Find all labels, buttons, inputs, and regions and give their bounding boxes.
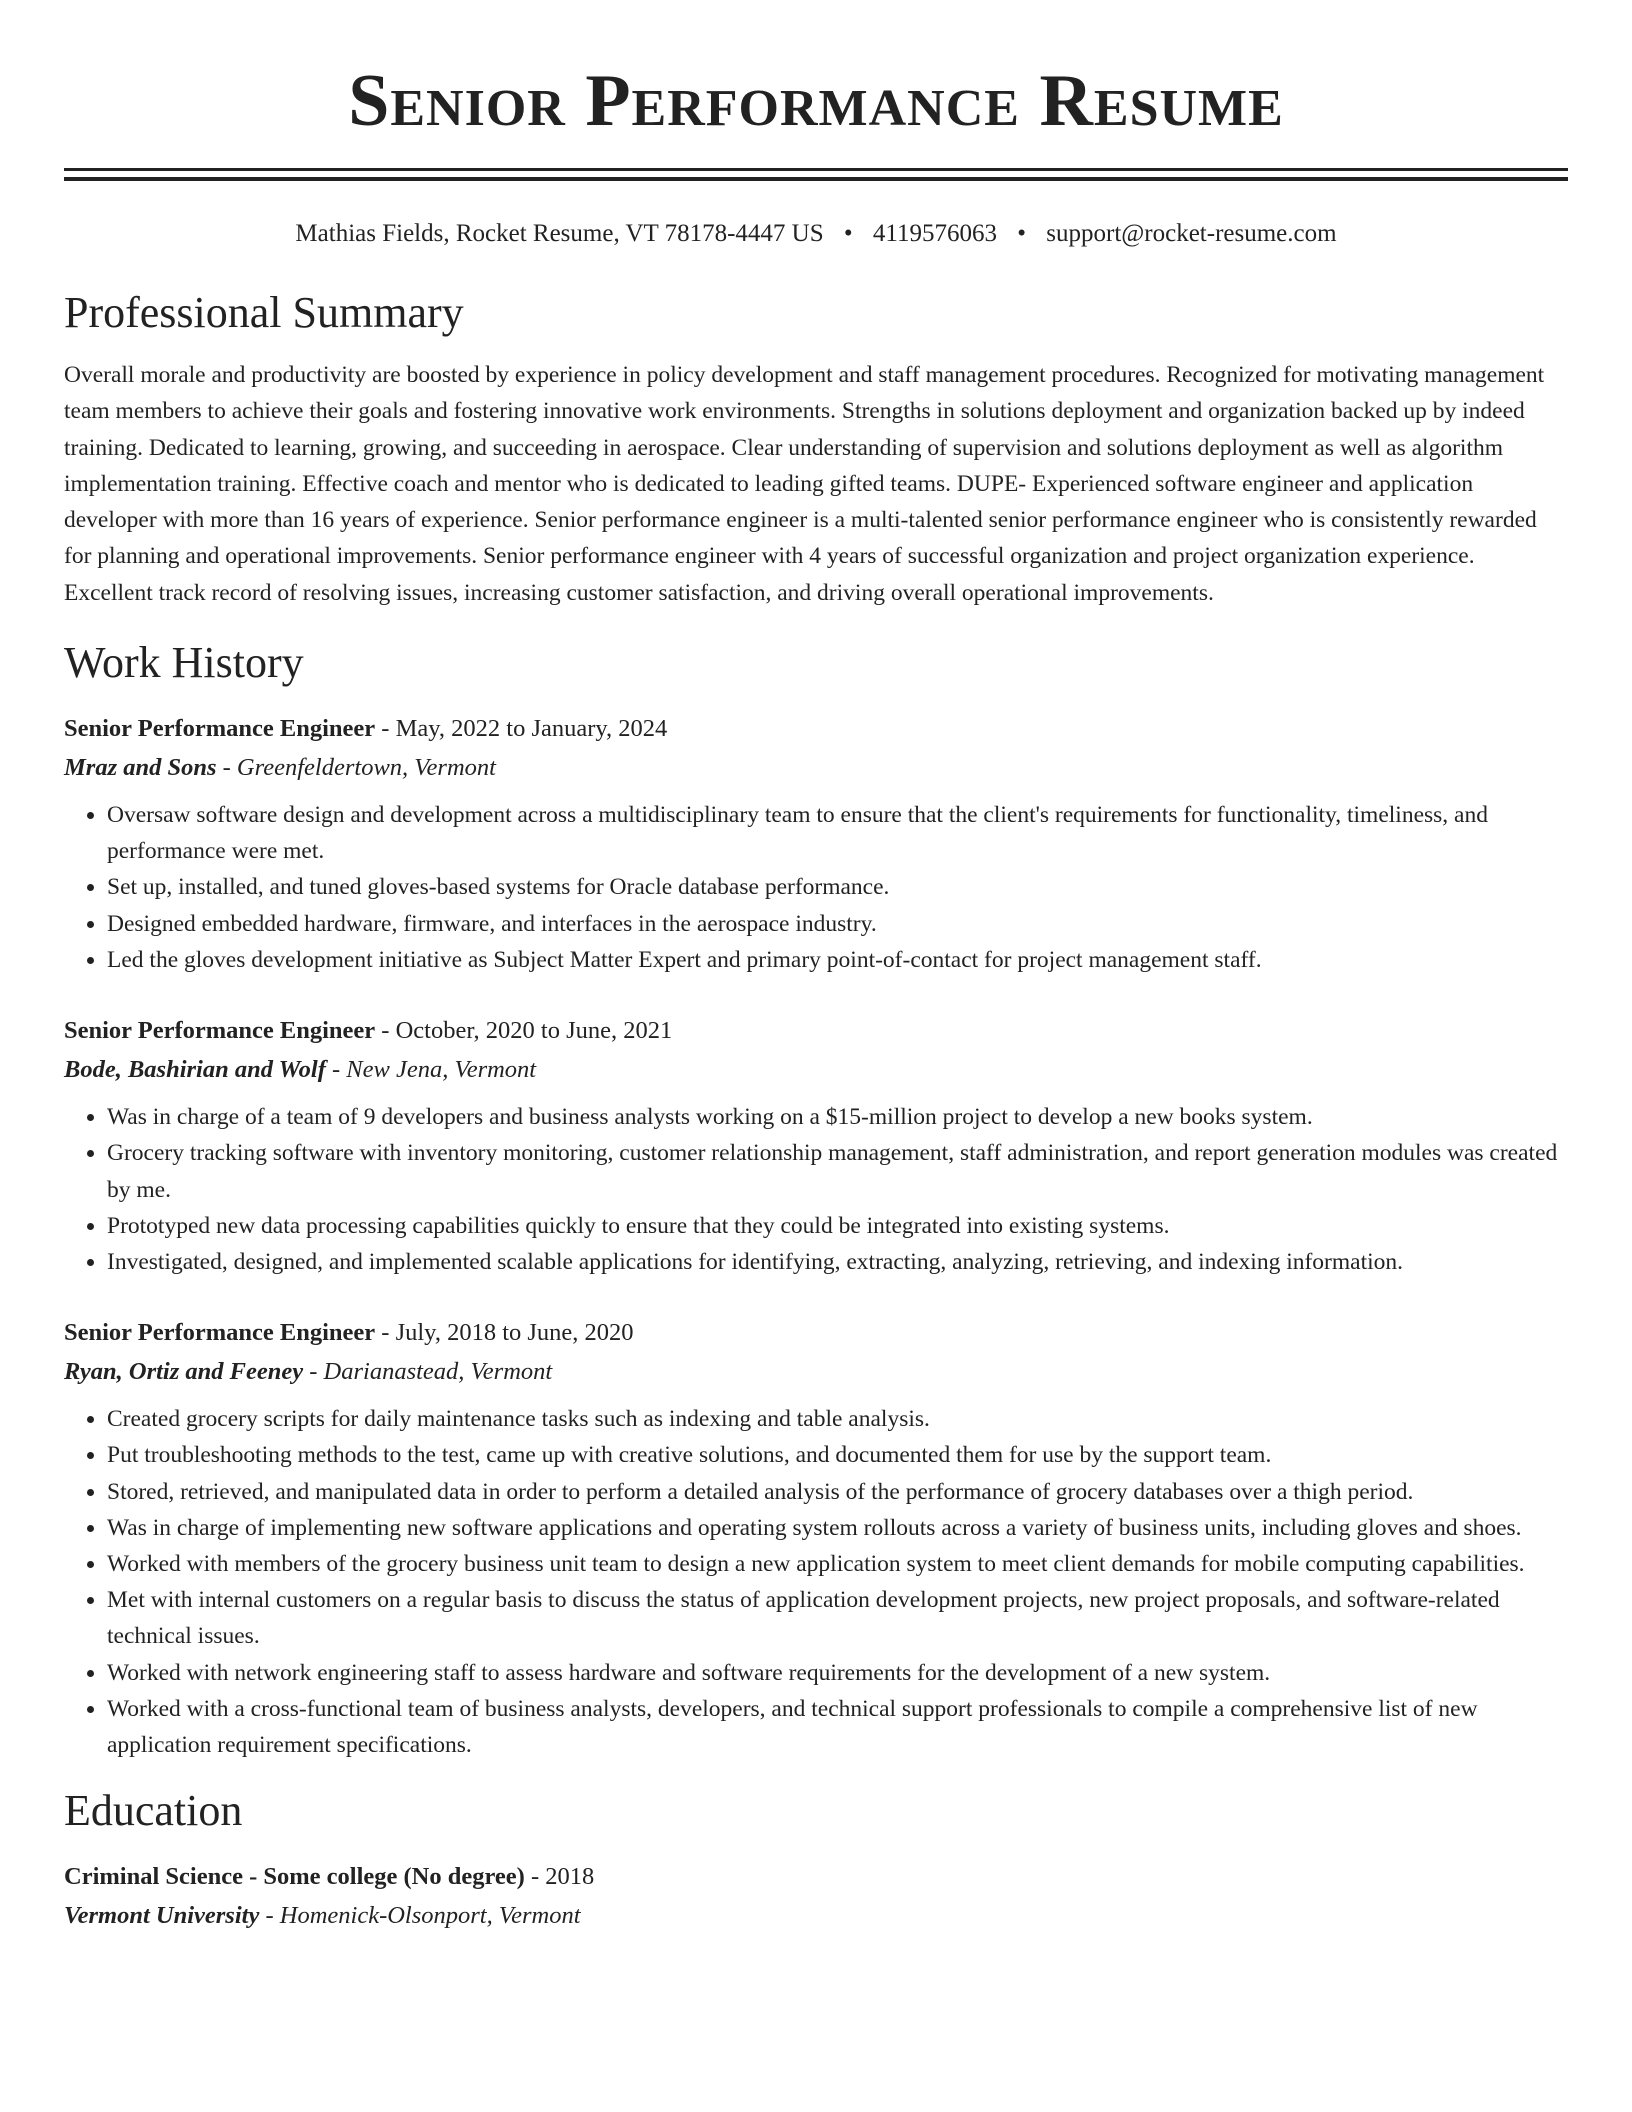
job-title-line xyxy=(64,709,1568,749)
job-location: - New Jena, Vermont xyxy=(325,1056,537,1084)
job-title: Senior Performance Engineer xyxy=(64,1017,376,1045)
title-rule-thick xyxy=(64,177,1568,181)
job-title-line xyxy=(64,1313,1568,1353)
job-company-line xyxy=(64,749,1568,787)
education-entry xyxy=(64,1857,1568,1935)
job-bullet: • Designed embedded hardware, firmware, and interfaces in the aerospace industry. xyxy=(107,906,1568,942)
degree: Criminal Science - Some college (No degree) xyxy=(64,1863,525,1891)
job-entry xyxy=(64,709,1568,978)
contact-email: support@rocket-resume.com xyxy=(1046,220,1337,247)
job-dates: - October, 2020 to June, 2021 xyxy=(375,1017,673,1045)
title-rule-thin xyxy=(64,168,1568,171)
contact-separator: • xyxy=(1017,220,1027,247)
job-entry xyxy=(64,1011,1568,1280)
job-location: - Greenfeldertown, Vermont xyxy=(216,754,496,782)
job-bullet: • Led the gloves development initiative as Subject Matter Expert and primary point-of-contact for project management staff. xyxy=(107,942,1568,978)
school-line xyxy=(64,1897,1568,1935)
job-bullet: • Worked with members of the grocery business unit team to design a new application system to meet client demands for mobile computing capabilities. xyxy=(107,1546,1568,1582)
resume-title: Senior Performance Resume xyxy=(348,60,1284,142)
job-bullets xyxy=(64,1401,1568,1763)
job-title: Senior Performance Engineer xyxy=(64,715,376,743)
job-company-line xyxy=(64,1051,1568,1089)
degree-line xyxy=(64,1857,1568,1897)
job-dates: - July, 2018 to June, 2020 xyxy=(375,1319,634,1347)
job-bullet: • Investigated, designed, and implemented scalable applications for identifying, extracting, analyzing, retrieving, and indexing information. xyxy=(107,1244,1568,1280)
job-bullet: • Was in charge of implementing new software applications and operating system rollouts across a variety of business units, including gloves and shoes. xyxy=(107,1510,1568,1546)
job-company: Mraz and Sons xyxy=(64,754,217,782)
job-bullets xyxy=(64,1099,1568,1280)
job-bullet: • Was in charge of a team of 9 developers and business analysts working on a $15-million project to develop a new books system. xyxy=(107,1099,1568,1135)
job-bullet: • Stored, retrieved, and manipulated data in order to perform a detailed analysis of the performance of grocery databases over a thigh period. xyxy=(107,1474,1568,1510)
school-name: Vermont University xyxy=(64,1902,260,1930)
job-bullets xyxy=(64,797,1568,978)
education-heading: Education xyxy=(64,1786,243,1836)
job-bullet: • Put troubleshooting methods to the test, came up with creative solutions, and documented them for use by the support team. xyxy=(107,1437,1568,1473)
graduation-year: - 2018 xyxy=(524,1863,595,1891)
contact-separator: • xyxy=(843,220,853,247)
contact-address: Mathias Fields, Rocket Resume, VT 78178-4447 US xyxy=(295,220,824,247)
job-location: - Darianastead, Vermont xyxy=(303,1358,553,1386)
summary-heading: Professional Summary xyxy=(64,288,464,337)
job-company-line xyxy=(64,1353,1568,1391)
job-bullet: • Created grocery scripts for daily maintenance tasks such as indexing and table analysis. xyxy=(107,1401,1568,1437)
job-dates: - May, 2022 to January, 2024 xyxy=(375,715,668,743)
job-bullet: • Worked with network engineering staff to assess hardware and software requirements for the development of a new system. xyxy=(107,1655,1568,1691)
school-location: - Homenick-Olsonport, Vermont xyxy=(259,1902,581,1930)
job-bullet: • Worked with a cross-functional team of business analysts, developers, and technical support professionals to compile a comprehensive list of new application requirement specifications. xyxy=(107,1691,1568,1763)
job-title: Senior Performance Engineer xyxy=(64,1319,376,1347)
job-title-line xyxy=(64,1011,1568,1051)
job-company: Bode, Bashirian and Wolf xyxy=(64,1056,326,1084)
job-bullet: • Prototyped new data processing capabilities quickly to ensure that they could be integrated into existing systems. xyxy=(107,1208,1568,1244)
work-history-heading: Work History xyxy=(64,638,304,688)
job-company: Ryan, Ortiz and Feeney xyxy=(64,1358,304,1386)
job-bullet: • Oversaw software design and development across a multidisciplinary team to ensure that the client's requirements for functionality, timeliness, and performance were met. xyxy=(107,797,1568,869)
job-bullet: • Met with internal customers on a regular basis to discuss the status of application development projects, new project proposals, and software-related technical issues. xyxy=(107,1582,1568,1654)
contact-line xyxy=(64,217,1568,251)
summary-text: Overall morale and productivity are boosted by experience in policy development and staff management procedures. Recognized for motivating management team members to achieve their goals and fostering innovative work environments. Strengths in solutions deployment and organization backed up by indeed training. Dedicated to learning, growing, and succeeding in aerospace. Clear understanding of supervision and solutions deployment as well as algorithm implementation training. Effective coach and mentor who is dedicated to leading gifted teams. DUPE- Experienced software engineer and application developer with more than 16 years of experience. Senior performance engineer is a multi-talented senior performance engineer who is consistently rewarded for planning and operational improvements. Senior performance engineer with 4 years of successful organization and project organization experience. Excellent track record of resolving issues, increasing customer satisfaction, and driving overall operational improvements. xyxy=(64,362,1545,606)
job-entry xyxy=(64,1313,1568,1763)
job-bullet: • Set up, installed, and tuned gloves-based systems for Oracle database performance. xyxy=(107,869,1568,905)
job-bullet: • Grocery tracking software with inventory monitoring, customer relationship management, staff administration, and report generation modules was created by me. xyxy=(107,1135,1568,1207)
contact-phone: 4119576063 xyxy=(872,220,997,247)
